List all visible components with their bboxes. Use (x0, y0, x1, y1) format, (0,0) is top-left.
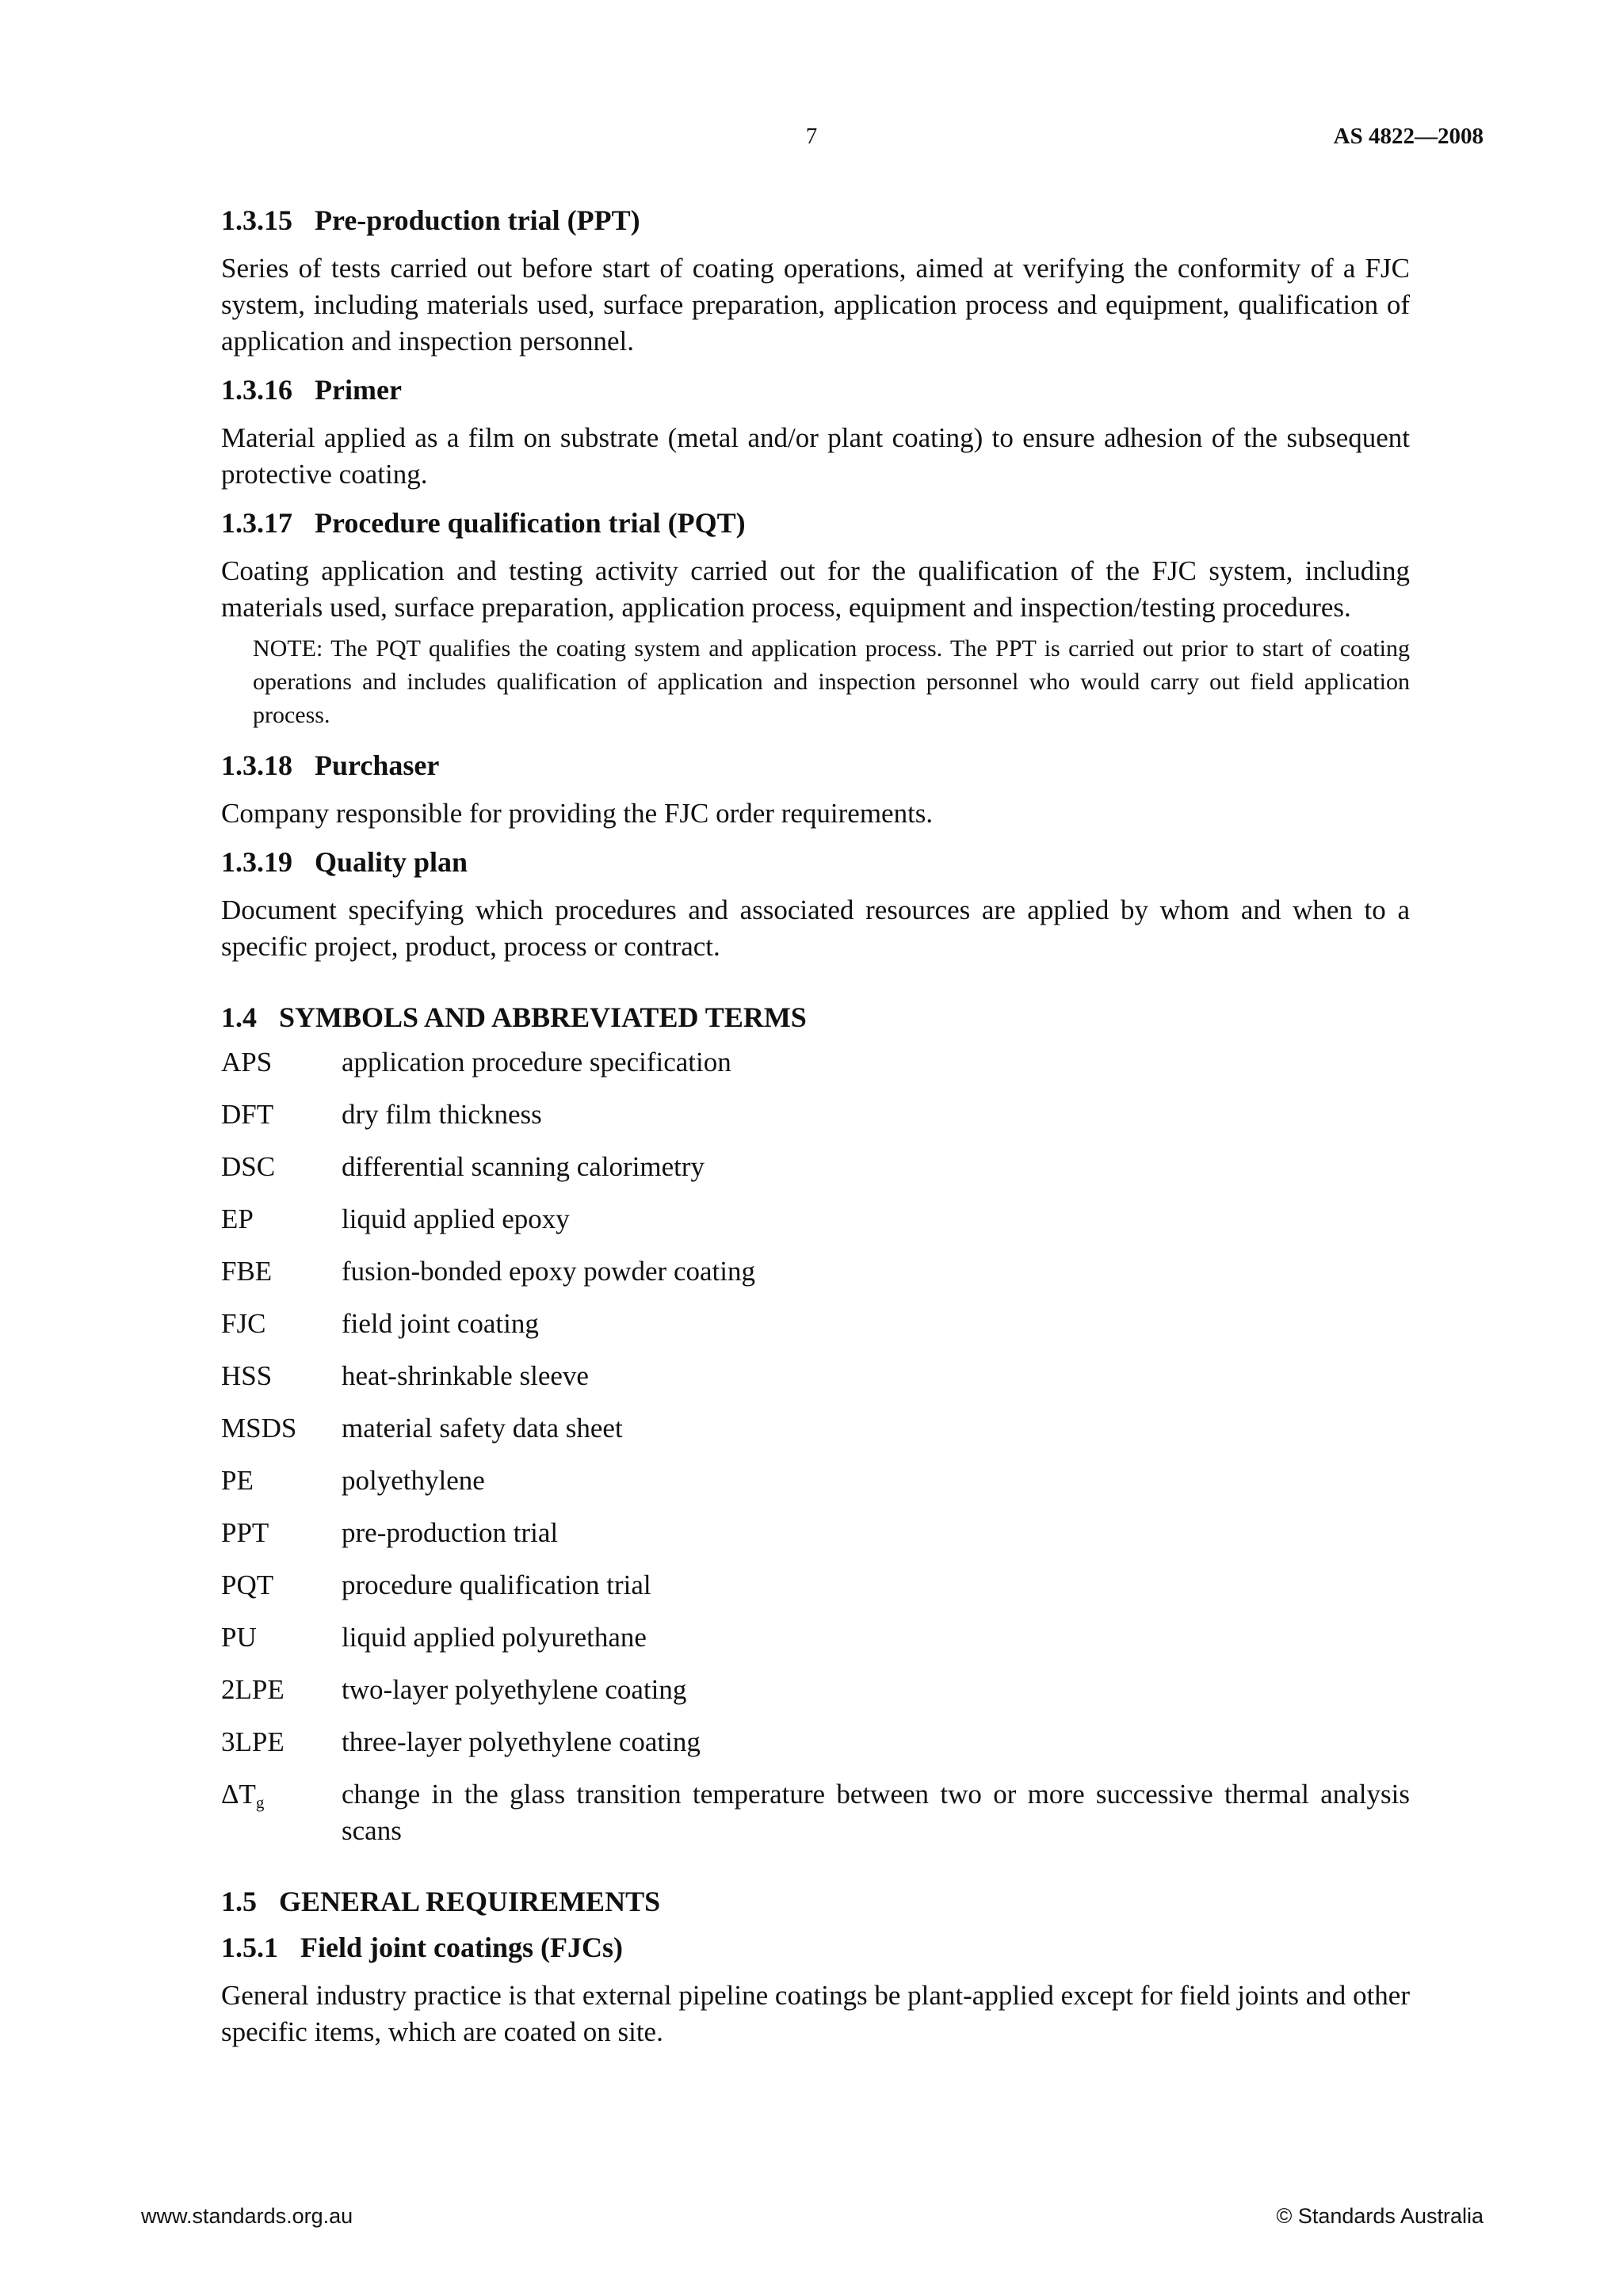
general-requirements-section (221, 1882, 1410, 2050)
abbreviation-term: HSS (221, 1360, 273, 1391)
definition-heading (221, 504, 1410, 542)
clause-number: 1.5.1 (221, 1932, 278, 1963)
list-item (221, 1724, 1410, 1760)
definition-heading (221, 746, 1410, 784)
list-item (221, 1515, 1410, 1551)
definition-1-3-19 (221, 843, 1410, 965)
definition-note: NOTE: The PQT qualifies the coating system and application process. The PPT is carried out prior to start of coating operations and includes qualification of application and inspection personnel who would carry out field application process. (253, 635, 1410, 728)
definition-heading (221, 201, 1410, 239)
list-item (221, 1358, 1410, 1394)
list-item (221, 1463, 1410, 1499)
abbreviation-description: two-layer polyethylene coating (342, 1674, 687, 1705)
section-number: 1.4 (221, 1001, 257, 1033)
abbreviation-description: dry film thickness (342, 1099, 542, 1130)
list-item (221, 1306, 1410, 1342)
abbreviation-description: differential scanning calorimetry (342, 1151, 705, 1182)
abbreviation-description: field joint coating (342, 1308, 539, 1339)
clause-title: Primer (315, 374, 402, 406)
definition-1-3-18 (221, 746, 1410, 832)
section-number: 1.5 (221, 1886, 257, 1917)
abbreviation-description: three-layer polyethylene coating (342, 1726, 701, 1757)
footer-copyright: © Standards Australia (1276, 2204, 1484, 2228)
clause-title: Field joint coatings (FJCs) (300, 1932, 623, 1963)
list-item (221, 1410, 1410, 1447)
abbreviation-description: application procedure specification (342, 1047, 731, 1077)
abbreviation-term: APS (221, 1047, 273, 1077)
abbreviation-term: MSDS (221, 1413, 297, 1444)
abbreviation-term: PE (221, 1465, 254, 1496)
document-id: AS 4822—2008 (1333, 124, 1484, 149)
abbreviation-term: PU (221, 1622, 257, 1653)
abbreviation-term: FBE (221, 1256, 273, 1287)
definition-text: Material applied as a film on substrate (metal and/or plant coating) to ensure adhesion of the subsequent protective coating. (221, 422, 1410, 490)
clause-number: 1.3.16 (221, 374, 292, 406)
abbreviation-term: FJC (221, 1308, 266, 1339)
definition-text: Document specifying which procedures and associated resources are applied by whom and when to a specific project, product, process or contract. (221, 894, 1410, 962)
abbreviation-description: material safety data sheet (342, 1413, 623, 1444)
abbreviation-term: PQT (221, 1569, 274, 1600)
clause-number: 1.3.17 (221, 507, 292, 539)
list-item (221, 1619, 1410, 1656)
abbreviation-description: heat-shrinkable sleeve (342, 1360, 589, 1391)
definition-heading (221, 843, 1410, 881)
abbreviation-description: liquid applied polyurethane (342, 1622, 647, 1653)
clause-number: 1.3.15 (221, 204, 292, 236)
delta-t-symbol: ΔT (221, 1779, 256, 1810)
abbreviation-description: pre-production trial (342, 1517, 559, 1548)
footer-website: www.standards.org.au (141, 2204, 353, 2228)
abbreviation-term: 3LPE (221, 1726, 285, 1757)
abbreviation-term: PPT (221, 1517, 269, 1548)
definition-text: Company responsible for providing the FJC order requirements. (221, 798, 934, 829)
page-number: 7 (805, 124, 818, 149)
abbreviation-list (221, 1044, 1410, 1849)
list-item-delta-tg (221, 1776, 1410, 1849)
abbreviation-description: liquid applied epoxy (342, 1203, 570, 1234)
clause-title: Procedure qualification trial (PQT) (315, 507, 746, 539)
abbreviation-term: DFT (221, 1099, 274, 1130)
section-title: GENERAL REQUIREMENTS (279, 1886, 661, 1917)
section-heading (221, 1882, 1410, 1920)
abbreviation-description: change in the glass transition temperature between two or more successive thermal analysis scans (342, 1779, 1410, 1846)
list-item (221, 1567, 1410, 1604)
list-item (221, 1044, 1410, 1081)
abbreviation-description: fusion-bonded epoxy powder coating (342, 1256, 755, 1287)
list-item (221, 1201, 1410, 1238)
section-heading (221, 998, 1410, 1036)
abbreviation-term: 2LPE (221, 1674, 285, 1705)
abbreviation-term: EP (221, 1203, 254, 1234)
symbols-section (221, 998, 1410, 1849)
definition-heading (221, 371, 1410, 409)
clause-number: 1.3.18 (221, 749, 292, 781)
clause-title: Quality plan (315, 846, 468, 878)
list-item (221, 1097, 1410, 1133)
clause-title: Purchaser (315, 749, 440, 781)
subsection-heading (221, 1928, 1410, 1966)
abbreviation-term: DSC (221, 1151, 276, 1182)
definition-1-3-15 (221, 201, 1410, 360)
clause-number: 1.3.19 (221, 846, 292, 878)
list-item (221, 1672, 1410, 1708)
abbreviation-description: procedure qualification trial (342, 1569, 651, 1600)
abbreviation-description: polyethylene (342, 1465, 485, 1496)
list-item (221, 1253, 1410, 1290)
section-text: General industry practice is that external pipeline coatings be plant-applied except for field joints and other specific items, which are coated on site. (221, 1980, 1410, 2047)
abbreviation-term (221, 1776, 342, 1849)
definition-text: Series of tests carried out before start of coating operations, aimed at verifying the conformity of a FJC system, including materials used, surface preparation, application process and equipment, qualification of application and inspection personnel. (221, 253, 1410, 357)
definition-text: Coating application and testing activity carried out for the qualification of the FJC system, including materials used, surface preparation, application process, equipment and inspection/testing procedures. (221, 555, 1410, 623)
subscript-g: g (255, 1793, 265, 1812)
section-title: SYMBOLS AND ABBREVIATED TERMS (279, 1001, 807, 1033)
definition-1-3-17 (221, 504, 1410, 732)
page-content (221, 201, 1410, 2061)
list-item (221, 1149, 1410, 1185)
clause-title: Pre-production trial (PPT) (315, 204, 640, 236)
definition-1-3-16 (221, 371, 1410, 493)
